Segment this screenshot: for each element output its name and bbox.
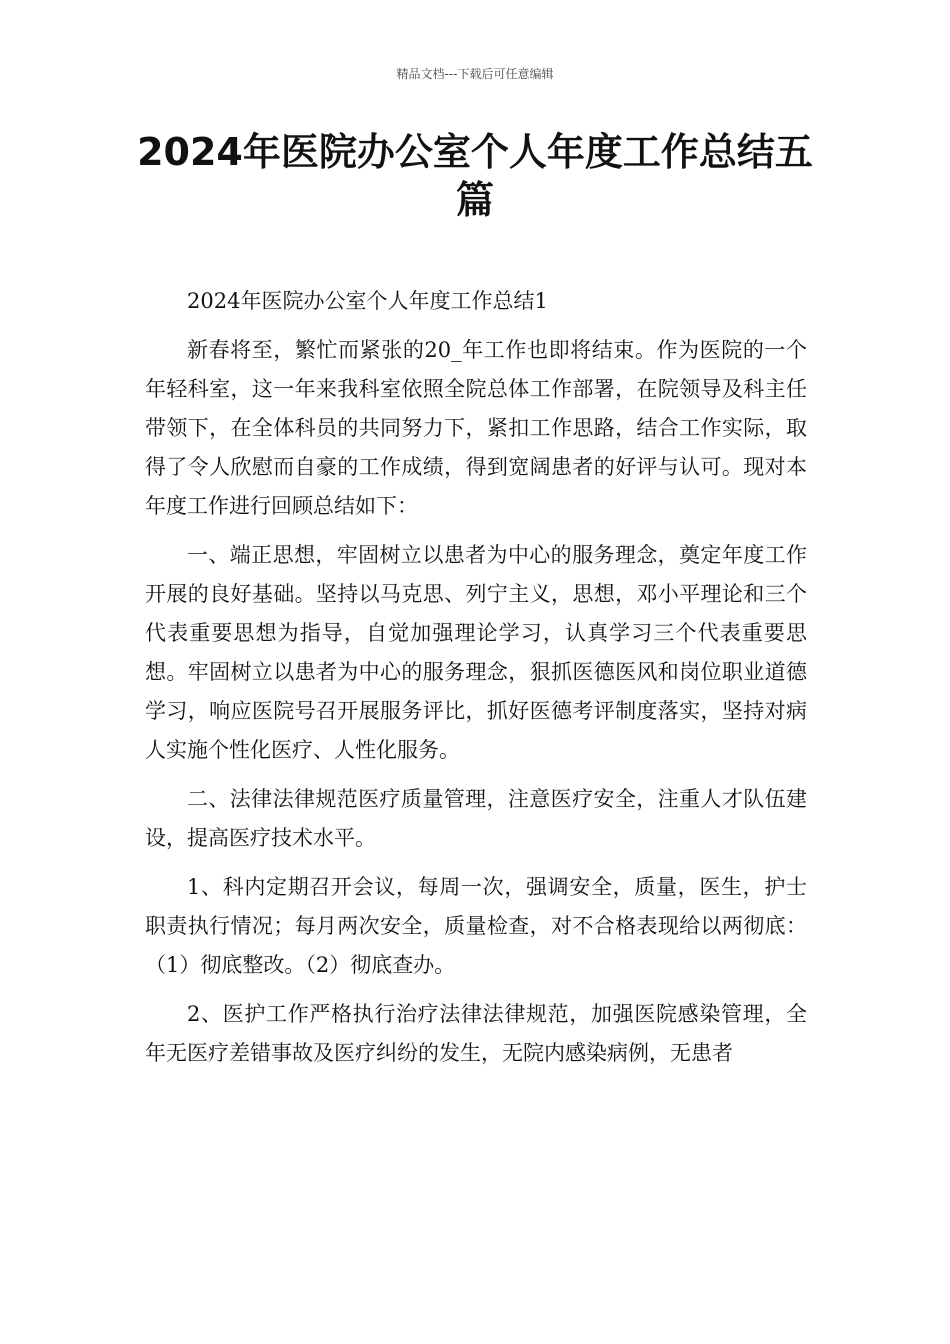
- paragraph: 一、端正思想，牢固树立以患者为中心的服务理念，奠定年度工作开展的良好基础。坚持以马克思、列宁主义，思想，邓小平理论和三个代表重要思想为指导，自觉加强理论学习，认真学习三个代表重要思想。牢固树立以患者为中心的服务理念，狠抓医德医风和岗位职业道德学习，响应医院号召开展服务评比，抓好医德考评制度落实，坚持对病人实施个性化医疗、人性化服务。: [145, 543, 807, 762]
- paragraph: 2、医护工作严格执行治疗法律法律规范，加强医院感染管理，全年无医疗差错事故及医疗纠纷的发生，无院内感染病例，无患者: [145, 1002, 807, 1065]
- paragraph: 新春将至，繁忙而紧张的20_年工作也即将结束。作为医院的一个年轻科室，这一年来我科室依照全院总体工作部署，在院领导及科主任带领下，在全体科员的共同努力下，紧扣工作思路，结合工作实际，取得了令人欣慰而自豪的工作成绩，得到宽阔患者的好评与认可。现对本年度工作进行回顾总结如下：: [145, 338, 807, 518]
- section-heading: 2024年医院办公室个人年度工作总结1: [187, 289, 548, 313]
- paragraph: 1、科内定期召开会议，每周一次，强调安全，质量，医生，护士职责执行情况；每月两次安全，质量检查，对不合格表现给以两彻底：（1）彻底整改。（2）彻底查办。: [145, 875, 807, 977]
- document-title: 2024年医院办公室个人年度工作总结五篇: [137, 130, 813, 222]
- document-body: [145, 282, 807, 1073]
- header-watermark: 精品文档---下载后可任意编辑: [396, 67, 554, 81]
- paragraph: 二、法律法律规范医疗质量管理，注意医疗安全，注重人才队伍建设，提高医疗技术水平。: [145, 787, 807, 850]
